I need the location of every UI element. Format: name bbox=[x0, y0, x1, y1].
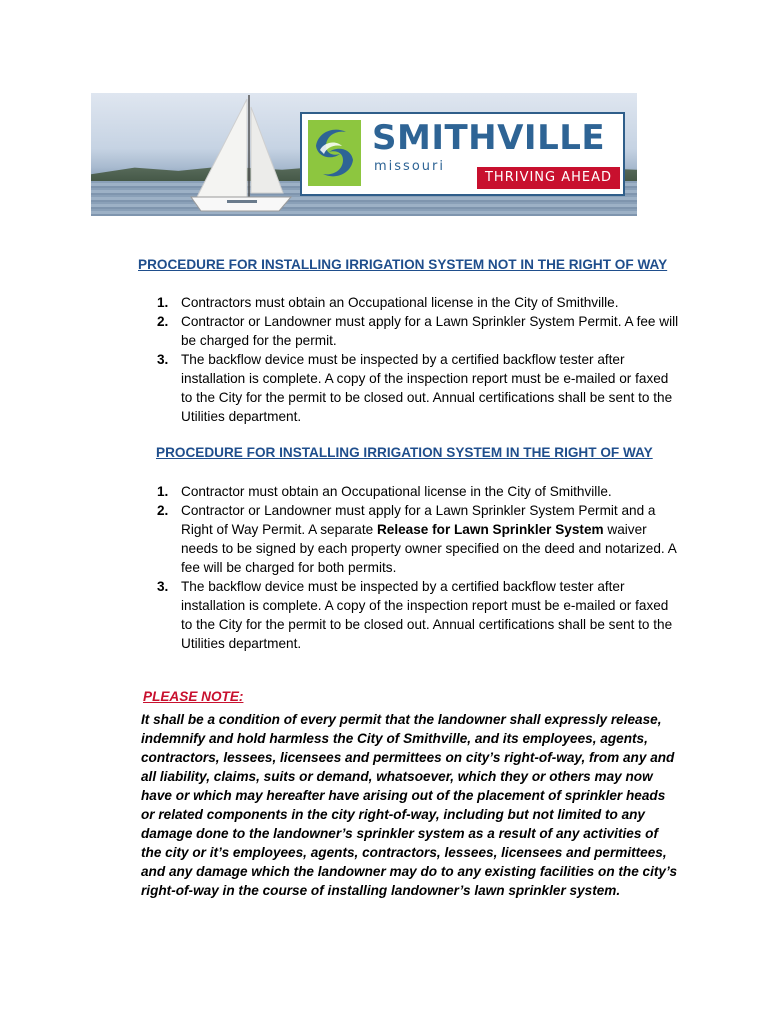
item-number: 1. bbox=[157, 295, 169, 310]
wave-logo-icon bbox=[308, 120, 361, 186]
item-number: 1. bbox=[157, 484, 169, 499]
item-text: Contractor or Landowner must apply for a Lawn Sprinkler System Permit and a Right of Way Permit. A separate bbox=[181, 503, 656, 537]
list-item bbox=[157, 350, 683, 426]
list-item bbox=[157, 482, 683, 501]
item-text: Contractors must obtain an Occupational license in the City of Smithville. bbox=[181, 295, 619, 310]
sailboat-icon bbox=[187, 93, 297, 216]
item-number: 2. bbox=[157, 314, 169, 329]
list-item bbox=[157, 501, 683, 577]
city-logo bbox=[300, 112, 625, 196]
section2-list bbox=[157, 482, 683, 653]
note-body: It shall be a condition of every permit that the landowner shall expressly release, indemnify and hold harmless the City of Smithville, and its employees, agents, contractors, lessees, licensees and permittees on city’s right-of-way, from any and all liability, claims, suits or demand, whatsoever, which they or others may now have or which may hereafter have arising out of the placement of sprinkler heads or related components in the city right-of-way, including but not limited to any damage done to the landowner’s sprinkler system as a result of any activities of the city or it’s employees, agents, contractors, lessees, licensees and permittees, and any damage which the landowner may do to any existing facilities on the city’s right-of-way in the course of installing landowner’s lawn sprinkler system. bbox=[141, 712, 678, 898]
section2-heading: PROCEDURE FOR INSTALLING IRRIGATION SYSTEM IN THE RIGHT OF WAY bbox=[156, 445, 653, 460]
item-text: Contractor must obtain an Occupational license in the City of Smithville. bbox=[181, 484, 612, 499]
section1-list bbox=[157, 293, 683, 426]
item-number: 3. bbox=[157, 352, 169, 367]
list-item bbox=[157, 577, 683, 653]
item-text: The backflow device must be inspected by a certified backflow tester after installation is complete. A copy of the inspection report must be e-mailed or faxed to the City for the permit to be closed out. Annual certifications shall be sent to the Utilities department. bbox=[181, 579, 673, 651]
item-bold-text: Release for Lawn Sprinkler System bbox=[376, 522, 604, 537]
logo-mark bbox=[308, 120, 361, 186]
item-number: 3. bbox=[157, 579, 169, 594]
item-number: 2. bbox=[157, 503, 169, 518]
list-item bbox=[157, 312, 683, 350]
logo-state: missouri bbox=[374, 159, 445, 174]
list-item bbox=[157, 293, 683, 312]
item-text: Contractor or Landowner must apply for a Lawn Sprinkler System Permit. A fee will be charged for the permit. bbox=[181, 314, 679, 348]
logo-tagline: THRIVING AHEAD bbox=[477, 167, 620, 189]
note-title: PLEASE NOTE: bbox=[143, 689, 244, 704]
logo-wordmark: SMITHVILLE bbox=[372, 118, 606, 158]
section1-heading: PROCEDURE FOR INSTALLING IRRIGATION SYSTEM NOT IN THE RIGHT OF WAY bbox=[138, 257, 668, 272]
header-banner bbox=[91, 93, 637, 216]
item-text: waiver needs to be signed by each property owner specified on the deed and notarized. A fee will be charged for both permits. bbox=[181, 522, 677, 575]
item-text: The backflow device must be inspected by a certified backflow tester after installation is complete. A copy of the inspection report must be e-mailed or faxed to the City for the permit to be closed out. Annual certifications shall be sent to the Utilities department. bbox=[181, 352, 673, 424]
